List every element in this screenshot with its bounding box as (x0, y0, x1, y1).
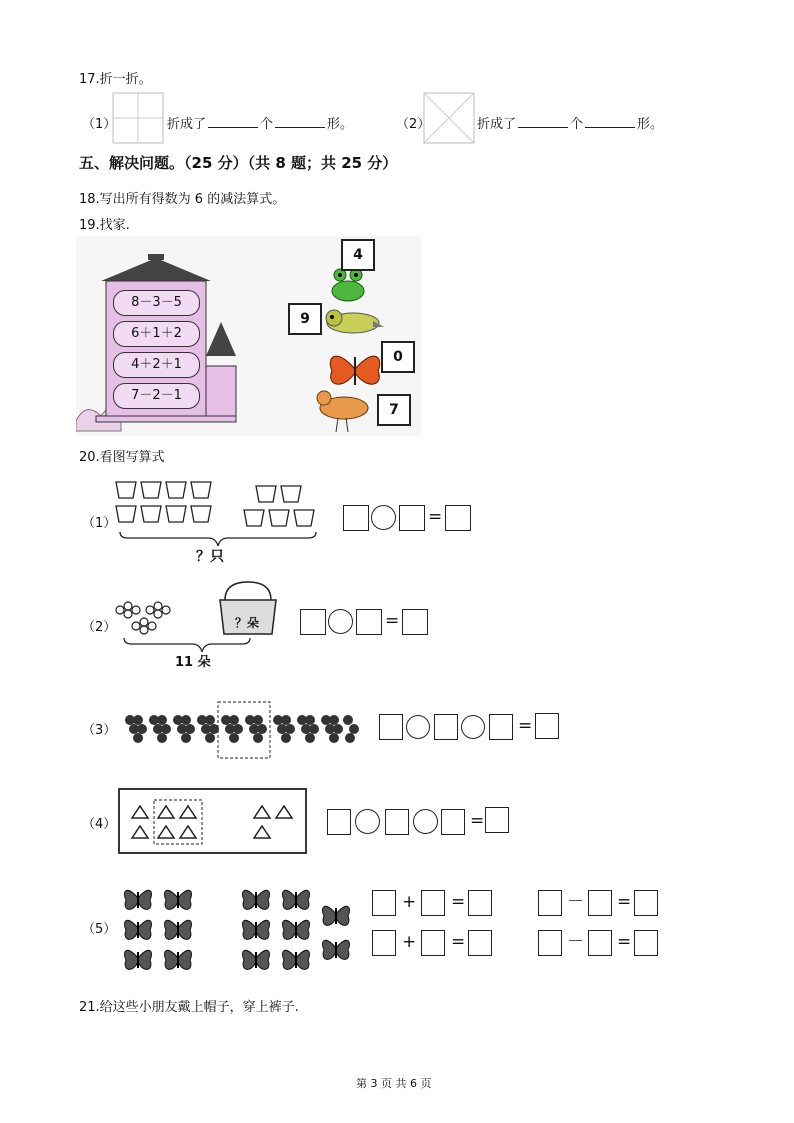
animal-number-box: 0 (381, 341, 415, 373)
answer-box[interactable] (399, 505, 425, 531)
minus-sign: － (567, 932, 584, 952)
answer-box[interactable] (343, 505, 369, 531)
answer-box[interactable] (300, 609, 326, 635)
answer-box[interactable] (535, 713, 559, 739)
butterfly-icon (326, 347, 384, 391)
answer-box[interactable] (434, 714, 458, 740)
answer-box[interactable] (379, 714, 403, 740)
answer-box[interactable] (489, 714, 513, 740)
question-18-title: 18.写出所有得数为 6 的减法算式。 (79, 192, 286, 207)
minus-sign: － (567, 892, 584, 912)
plus-sign: + (402, 892, 417, 912)
house-expression[interactable]: 6＋1＋2 (113, 321, 200, 347)
equals-sign: = (451, 892, 466, 912)
butterflies-illustration (120, 880, 360, 978)
operator-circle[interactable] (413, 809, 438, 834)
sparrow-icon (312, 386, 376, 434)
q20-part1-number: （1） (82, 516, 117, 531)
q17-part2-number: （2） (396, 117, 431, 132)
q17-part1-number: （1） (82, 117, 117, 132)
folded-square-figure-1 (112, 92, 164, 144)
answer-blank[interactable] (275, 115, 325, 128)
house-expression[interactable]: 4＋2＋1 (113, 352, 200, 378)
equals-sign: = (451, 932, 466, 952)
answer-box[interactable] (327, 809, 351, 835)
q20-part2-brace-label: 11 朵 (175, 655, 211, 670)
answer-box[interactable] (441, 809, 465, 835)
page-footer: 第 3 页 共 6 页 (356, 1077, 432, 1090)
equals-sign: = (428, 507, 443, 527)
q17-part2-answer-line: 折成了 个 形。 (477, 117, 664, 132)
equals-sign: = (518, 716, 533, 736)
plus-sign: + (402, 932, 417, 952)
answer-box[interactable] (468, 930, 492, 956)
answer-box[interactable] (468, 890, 492, 916)
answer-box[interactable] (385, 809, 409, 835)
answer-box[interactable] (485, 807, 509, 833)
answer-blank[interactable] (518, 115, 568, 128)
answer-box[interactable] (372, 930, 396, 956)
operator-circle[interactable] (328, 609, 353, 634)
question-20-title: 20.看图写算式 (79, 450, 165, 465)
bird-icon (318, 305, 384, 339)
answer-box[interactable] (588, 890, 612, 916)
operator-circle[interactable] (355, 809, 380, 834)
animal-number-box: 9 (288, 303, 322, 335)
triangles-illustration (118, 788, 308, 856)
q17-part1-answer-line: 折成了 个 形。 (167, 117, 354, 132)
section-5-heading: 五、解决问题。（25 分）（共 8 题；共 25 分） (79, 154, 398, 172)
q20-part2-number: （2） (82, 620, 117, 635)
q20-part5-number: （5） (82, 922, 117, 937)
answer-blank[interactable] (208, 115, 258, 128)
answer-box[interactable] (538, 890, 562, 916)
house-expression[interactable]: 7－2－1 (113, 383, 200, 409)
q20-part1-brace-label: ？只 (196, 549, 224, 565)
answer-box[interactable] (538, 930, 562, 956)
answer-box[interactable] (372, 890, 396, 916)
animal-number-box: 7 (377, 394, 411, 426)
answer-box[interactable] (634, 890, 658, 916)
question-19-title: 19.找家. (79, 218, 130, 233)
frog-icon (328, 265, 368, 305)
equals-sign: = (470, 811, 485, 831)
answer-box[interactable] (402, 609, 428, 635)
answer-box[interactable] (634, 930, 658, 956)
equals-sign: = (385, 611, 400, 631)
question-21-title: 21.给这些小朋友戴上帽子，穿上裤子. (79, 1000, 299, 1015)
animal-number-box: 4 (341, 239, 375, 271)
q20-part3-number: （3） (82, 723, 117, 738)
answer-box[interactable] (588, 930, 612, 956)
operator-circle[interactable] (371, 505, 396, 530)
q20-part4-number: （4） (82, 817, 117, 832)
q20-part2-basket-label: ？朵 (235, 616, 260, 630)
question-17-title: 17.折一折。 (79, 72, 152, 87)
equals-sign: = (617, 932, 632, 952)
grape-bunches-illustration (120, 698, 360, 760)
operator-circle[interactable] (461, 715, 485, 739)
answer-box[interactable] (421, 890, 445, 916)
answer-blank[interactable] (585, 115, 635, 128)
equals-sign: = (617, 892, 632, 912)
house-expression[interactable]: 8－3－5 (113, 290, 200, 316)
answer-box[interactable] (421, 930, 445, 956)
operator-circle[interactable] (406, 715, 430, 739)
answer-box[interactable] (356, 609, 382, 635)
answer-box[interactable] (445, 505, 471, 531)
folded-square-figure-2 (423, 92, 475, 144)
